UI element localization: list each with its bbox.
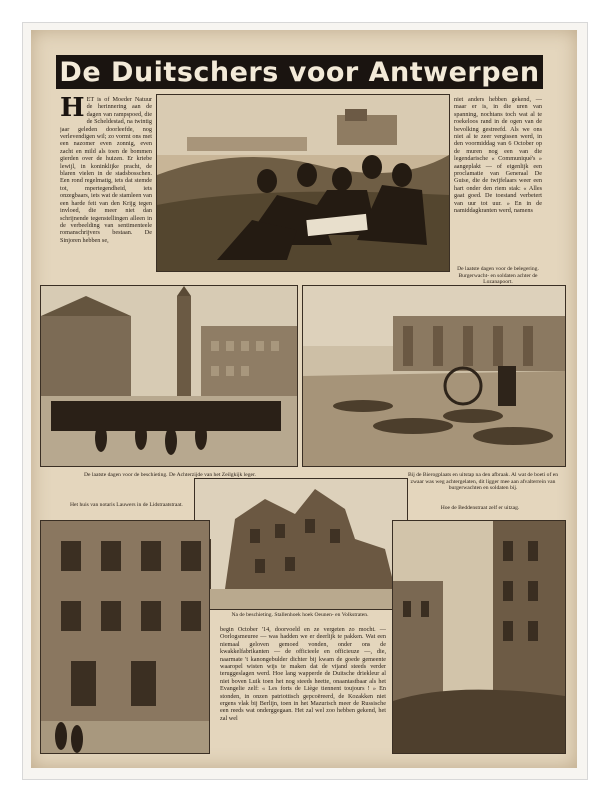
photo-debris-street — [302, 285, 566, 467]
right-column: niet anders hebben gekend, — maar er is, in die uren van spanning, nochtans toch wat al te roekeloos rand in de ogen van de bevolking gestreefd. Als we ons niet al te zeer vergissen werd, in den voormiddag van 6 October op de muren nog een van die legendarische « Communiqué's » aangeplakt — of eigenlijk een proclamatie van Generaal De Guise, die de twijfelaars weer een hart onder den riem stak: « Alles gaat goed. De toestand verbetert van uur tot uur. » En in de namiddagkranten werd, namens — [454, 96, 542, 215]
caption-bottom-center: Na de beschieting. Stallenhoek hoek Oeunen- en Volkstraten. — [231, 612, 369, 618]
photo-damaged-house — [40, 520, 210, 754]
intro-column — [60, 96, 152, 274]
caption-ruins-left: Het huis van notaris Lauwers in de Lidstraatstraat. — [70, 502, 183, 508]
caption-left-square: De laatste dagen voor de beschieting. De Achterzijde van het Zeilgkijk leger. — [84, 472, 256, 478]
photo-officers-map — [156, 94, 450, 272]
intro-text: ET is of Moeder Natuur de herinnering aan de dagen van rampspoed, die de Scheldestad, na twintig jaar geleden doorleefde, nog verlevendigen wil; zo vormt ons met een nazomer even zonnig, even zacht en mild als toen de bommen gierden over de huizen. Er kriebe lewijl, in koninklijke pracht, de blaren vielen in de stadsbosschen. Een rond regelmatig, iets dat stemde tot, mpertegendheid, iets onzegbaars, iets wat de stamleen van een harde feit van den Krijg tegen invloed, die meer niet dan schrijnende tegenstellingen alleen in de verbeelding van sentimenteele romanschrijvers bestaan. De Sinjoren hebben se, — [60, 96, 152, 244]
caption-top-photo: De laatste dagen voor de belegering. Burgerwacht- en soldaten achter de Lozanapoort. — [457, 266, 539, 286]
page-title: De Duitschers voor Antwerpen — [56, 55, 543, 89]
bottom-text: begin October '14, doorvoeld en ze vergeten zo mocht. — Oorlogsmeuree — was hadden we er deerlijk te pakken. Wat een niemaal geloven gemoed vonden, onder ons de kwakkelfabrikanten — de officieele en officieuze —, die, naarmate 't kanongebulder dichter bij kwam de goede gemeente waaropel wisten wijs te maken dat de vijand steeds verder teruggeslagen werd. Hoe lang wapperde de Duitsche driekleur al niet boven Luik toen het nog steeds heette, onaantastbaar als het Evangelie zelf: « Les forts de Liège tiennent toujours ! » En stonden, in onzen patriottisch gepcoëreerd, de Kozakken niet ergens vlak bij Berlijn, toen in het Mazurisch meer de Russische een reeds wat onderggegaan. Het zal wel zoo hebben gekend, het zal wel — [220, 626, 386, 722]
caption-right-wide: Bij de Bierogplaats en uitstap na den afbraak. Al wat de boeti of en zwaar was weg achtergelaten, dit ligger mee aan afvalterrein van burgerwachten en soldaten bij. — [407, 472, 559, 492]
photo-crowd-square — [40, 285, 298, 467]
dropcap: H — [60, 96, 85, 123]
photo-ruined-street — [392, 520, 566, 754]
caption-ruins-right: Hoe de Beddenstraat zelf er uitzag. — [440, 505, 520, 511]
photo-ruined-building — [194, 478, 408, 610]
